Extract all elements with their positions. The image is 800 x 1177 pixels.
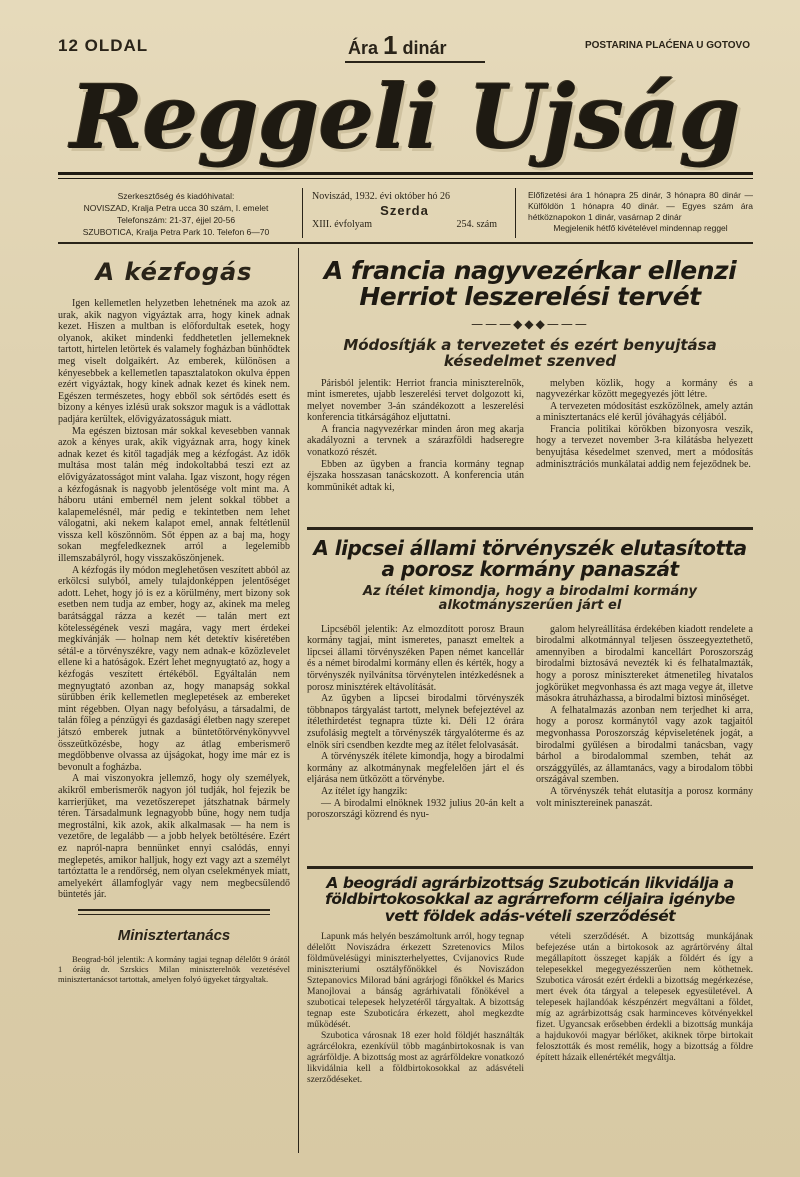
masthead-title: Reggeli Ujság: [70, 65, 740, 169]
issue-info: [312, 190, 497, 232]
paragraph: Ebben az ügyben a francia kormány tegnap éjszaka hosszasan tanácskozott. A konferencia után kommünikét adtak ki,: [307, 458, 524, 493]
schedule-text: Megjelenik hétfő kivételével mindennap reggel: [553, 223, 728, 233]
paragraph: Francia politikai körökben bizonyosra veszik, hogy a tervezet november 3-ra kilátásba helyezett benyujtása késedelmet szenved, mert a módosítás adminisztrációs munkálatai addig nem fejeződnek be.: [536, 423, 753, 470]
ornament: ———◆◆◆———: [471, 316, 589, 331]
paragraph: A törvényszék ítélete kimondja, hogy a birodalmi kormány az alkotmánynak megfelelően járt el és eljárása nem ütközött a törvénybe.: [307, 751, 524, 786]
paragraph: Lapunk más helyén beszámoltunk arról, hogy tegnap délelőtt Noviszádra érkezett Szretenovics Milos földmüvelésügyi miniszterhelyettes, Cvijanovics Rude miniszteriumi osztályfőnökkel és Noviszádon Sztepanovics Milorad báni agrárjogi főnökkel és Marics Manojlovai a bánság agrárhivatali főnökével a szuboticai telepesek helyzetéről tárgyaltak. A bizottság tegnap este Szuboticára érkezett, ahol megkezdte működését.: [307, 931, 524, 1030]
paragraph: melyben közlik, hogy a kormány és a nagyvezérkar között megegyezés jött létre.: [536, 377, 753, 401]
ministers-body: [58, 954, 290, 984]
publisher-info: [60, 190, 292, 238]
volume-row: [312, 218, 497, 232]
top-strip: [58, 30, 750, 64]
text-column: [536, 624, 753, 821]
info-divider: [515, 188, 516, 238]
paragraph: vételi szerződését. A bizottság munkájának befejezése után a birtokosok az agrártörvény által megállapított összeget kapják a földért és így a telepesekkel megegyezésszerűen nem köthetnek. Szubotica városát ezért érdekli a bizottság megérkezése, mert évek óta tárgyal a telepesek egyesületével. A telepesek hajlandóak készpénzért megváltani a földet, míg az agrárbizottság csak harminceves kötvényekkel fizet. Ugyancsak erősebben érdekli a bizottság munkája a hajdukovói magyar bérlőket, akiknek törpe birtokait felosztották és most remélik, hogy a bizottság a földre épített házaik ellenértékét megváltja.: [536, 931, 753, 1063]
paragraph: Szubotica városnak 18 ezer hold földjét használták agrárcélokra, ezenkívül több magánbirtokosnak is van agrárföldje. A bizottság most az agrárföldekre vonatkozó likvidálnia kell a földbirtokosokkal az adásvételi szerződéseket.: [307, 1030, 524, 1085]
paragraph: A kézfogás ily módon meglehetősen veszített abból az erkölcsi sulyból, amely tulajdonképpen jelentőséget adott. Lehet, hogy jó is ez a körülmény, mert bizony sok esetben nem tudja az ember, hogy az, akinek ma meleg barátsággal rázza a kezét — talán mert ezt kötelességének veszi magára, vagy mert érdekei megkívánják — holnap nem két detektív kiséretében sétál-e a törvényszékre, vagy nem adnak-e közözlevelet ellene ki a hatóságok. Ezért lehet megnyugtató az, hogy a kézfogás veszített értékéből. Egyáltalán nem megnyugtató azonban az, hogy manapság sokkal sürűbben érik kellemetlen meglepetések az embereket mint régebben. Olyan nagy befolyásu, a társadalmi, de talán főleg a pénzügyi és gazdasági életben nagy szerepet játszó emberek jutnak a büntetőtörvénykönyvvel összeütközésbe, hogy az átlag emberismerő megdöbbenve olvassa az újságokat, hogy ime már ez is bevonult a fogházba.: [58, 564, 290, 773]
paragraph: Lipcséből jelentik: Az elmozdított porosz Braun kormány tagjai, mint ismeretes, panaszt emeltek a lipcsei állami törvényszéken Papen német kancellár és a német birodalmi kormány ellen és kérték, hogy a törvényszék nyilvánítsa törvénytelen intézkedésnek a porosz minisztérek eltávolítását.: [307, 623, 524, 693]
text-column: [307, 932, 524, 1086]
article-rule: [307, 866, 753, 869]
subscription-info: [528, 190, 753, 234]
leipzig-title: A lipcsei állami törvényszék elutasította a porosz kormány panaszát: [313, 536, 747, 581]
paragraph: Párisból jelentik: Herriot francia miniszterelnök, mint ismeretes, ujabb leszerelési tervet dolgozott ki, melyet november 3-án szándékozott a leszerelési konferencia titkárságához eljuttatni.: [307, 377, 524, 424]
price: [348, 30, 447, 61]
paragraph: Ma egészen biztosan már sokkal kevesebben vannak azok a kényes urak, akik vigyáznak arra, hogy kinek adnak kezet és kitől tagadják meg a kézfogást. Az idők multása most talán még indokoltabbá teszi ezt az elővigyázatosságot mint valaha. Igaz viszont, hogy régen a kézfogásnak is nagyobb jelentősége volt mint ma. A háboru utáni embernél nem jelent sokkal többet a kalapemelésnél, már pedig e tekintetben nem lehet válogatni, aki nekem kalapot emel, annak feltétlenül vissza kell köszönnöm. Sőt éppen az a baj ma, hogy sokan megfeledkeznek arról a legelemibb illemszabályról, hogy visszaköszönjenek.: [58, 425, 290, 565]
publisher-line: SZUBOTICA, Kralja Petra Park 10. Telefon 6—70: [82, 227, 270, 237]
text-column: [536, 932, 753, 1086]
text-column: [307, 624, 524, 821]
paragraph: A tervezeten módosítást eszközölnek, amely aztán a minisztertanács elé kerül jóváhagyás céljából.: [536, 400, 753, 424]
agrarian-article: [307, 875, 753, 1086]
handshake-title: A kézfogás: [95, 258, 253, 286]
herriot-body: [307, 378, 753, 494]
paragraph: A törvényszék tehát elutasítja a porosz kormány volt minisztereinek panaszát.: [536, 785, 753, 809]
date-line: Noviszád, 1932. évi október hó 26: [312, 191, 451, 202]
paragraph: galom helyreállítása érdekében kiadott rendelete a birodalmi alkotmánnyal teljesen összeegyeztethető, amennyiben a birodalmi kancellárt Poroszország birodalmi biztosává nevezték ki és felhatalmazták, hogy a porosz minisztereket átmenetileg hivatalos jogkörüket megvonhassa és azt maga vegye át, illetve másokra átruházhassa, a birodalmi biztosi minőséget.: [536, 623, 753, 705]
price-prefix: Ára: [348, 38, 379, 58]
weekday: Szerda: [380, 203, 429, 218]
paragraph: Az ügyben a lipcsei birodalmi törvényszék többnapos tárgyalást tartott, melynek befejeztével az ítélethirdetést tegnapra tűzte ki. Déli 12 órára zsufolásig megtelt a törvényszék tárgyalóterme és az elnök síri csendben kezdte meg az ítélet felolvasását.: [307, 693, 524, 751]
masthead-rule: [58, 172, 753, 175]
agrarian-body: [307, 932, 753, 1086]
publisher-line: Szerkesztőség és kiadóhivatal:: [117, 191, 235, 201]
postage-note: POSTARINA PLAĆENA U GOTOVO: [584, 40, 750, 51]
issue-number: 254. szám: [456, 219, 497, 230]
article-rule: [307, 527, 753, 530]
text-column: [307, 378, 524, 494]
section-separator: [78, 909, 270, 915]
info-divider: [302, 188, 303, 238]
masthead-rule-thin: [58, 178, 753, 179]
paragraph: A francia nagyvezérkar minden áron meg akarja akadályozni a tervnek a szárazföldi hadseregre vonatkozó részét.: [307, 423, 524, 459]
paragraph: Beograd-ból jelentik: A kormány tagjai tegnap délelőtt 9 órától 1 óráig dr. Szrskics Milan miniszterelnök vezetésével minisztertanácsot tartottak, amelyen folyó ügyeket tárgyaltak.: [58, 953, 290, 984]
paragraph: A felhatalmazás azonban nem terjedhet ki arra, hogy a porosz kormánytól vagy azok tagjaitól megvonhassa Poroszország képviseletének jogát, a birodalmi gyűlésen a birodalmi tanácsban, vagy bárhol a birodalommal szemben, tehát az országgyűlés, az államtanács, vagy a birodalom többi országával szemben.: [536, 704, 753, 786]
publisher-line: NOVISZAD, Kralja Petra ucca 30 szám, I. emelet: [83, 203, 269, 213]
herriot-subtitle: Módosítják a tervezetet és ezért benyujtása késedelmet szenved: [343, 335, 717, 370]
price-amount: 1: [383, 30, 398, 60]
paragraph: Az ítélet így hangzik:: [321, 785, 408, 797]
paragraph: — A birodalmi elnöknek 1932 julius 20-án kelt a poroszországi közrend és nyu-: [307, 797, 524, 821]
publisher-line: Telefonszám: 21-37, éjjel 20-56: [116, 215, 236, 225]
agrarian-title: A beográdi agrárbizottság Szuboticán likvidálja a földbirtokosokkal az agrárreform céljaira igénybe vett földek adás-vételi szerződését: [325, 874, 735, 925]
paragraph: A mai viszonyokra jellemző, hogy oly személyek, akikről emberismerők nagyon jól tudják, hol fejezik be karrierjüket, ma vezetőszerepet játszhatnak bármely téren. Társadalmunk legnagyobb bűne, hogy nem tudja megrostálni, kik azok, akik alkalmasak — ha nem is vezetőre, de legalább — a jobb helyek betöltésére. Ezért ez napról-napra bennünket ennyi csalódás, ennyi meglepetés, amikor halljuk, hogy ezt vagy azt a személyt tartóztatta le a rendőrség, nem olyan cselekmények miatt, amelyekért államfoglyár vagy nem megbecsülendő büntetés jár.: [58, 773, 290, 901]
column-divider: [298, 248, 299, 1153]
herriot-title: A francia nagyvezérkar ellenzi Herriot leszerelési tervét: [323, 256, 737, 312]
paragraph: Igen kellemetlen helyzetben lehetnének ma azok az urak, akik nagyon vigyáztak arra, hogy kinek adnak kezet. Hiszen a multban is előfordultak esetek, hogy olyanok, akiket mindenki feddhetetlen jellemeknek tartott, hirtelen letörtek és valamely fogházban bünhődtek meg viselt dolgaikért. Az emberek, különösen a kényesebbek a kellemetlen tapasztalatokon okulva éppen ezért vigyáztak, hogy kinek adnak kezet és kinek nem. Egészen természetes, hogy ebből sok sértődés esett és bizony a kényes izlésü urak sokszor maguk is a vádlottak padjára kerültek, elővigyázatosságuk miatt.: [58, 298, 290, 425]
leipzig-body: [307, 624, 753, 821]
header-bottom-rule: [58, 242, 753, 244]
herriot-article: [307, 258, 753, 493]
price-unit: dinár: [402, 38, 447, 58]
left-column: [58, 248, 290, 984]
subscription-text: Előfizetési ára 1 hónapra 25 dinár, 3 hónapra 80 dinár — Külföldön 1 hónapra 40 dinár. — Egyes szám ára hétköznapokon 1 dinár, vasárnap 2 dinár: [528, 190, 753, 222]
handshake-body: [58, 298, 290, 901]
leipzig-article: [307, 538, 753, 821]
text-column: [536, 378, 753, 494]
leipzig-subtitle: Az ítélet kimondja, hogy a birodalmi kormány alkotmányszerűen járt el: [362, 584, 697, 614]
page-number: 12 OLDAL: [58, 36, 149, 55]
volume: XIII. évfolyam: [312, 219, 372, 230]
ministers-title: Minisztertanács: [117, 926, 231, 944]
